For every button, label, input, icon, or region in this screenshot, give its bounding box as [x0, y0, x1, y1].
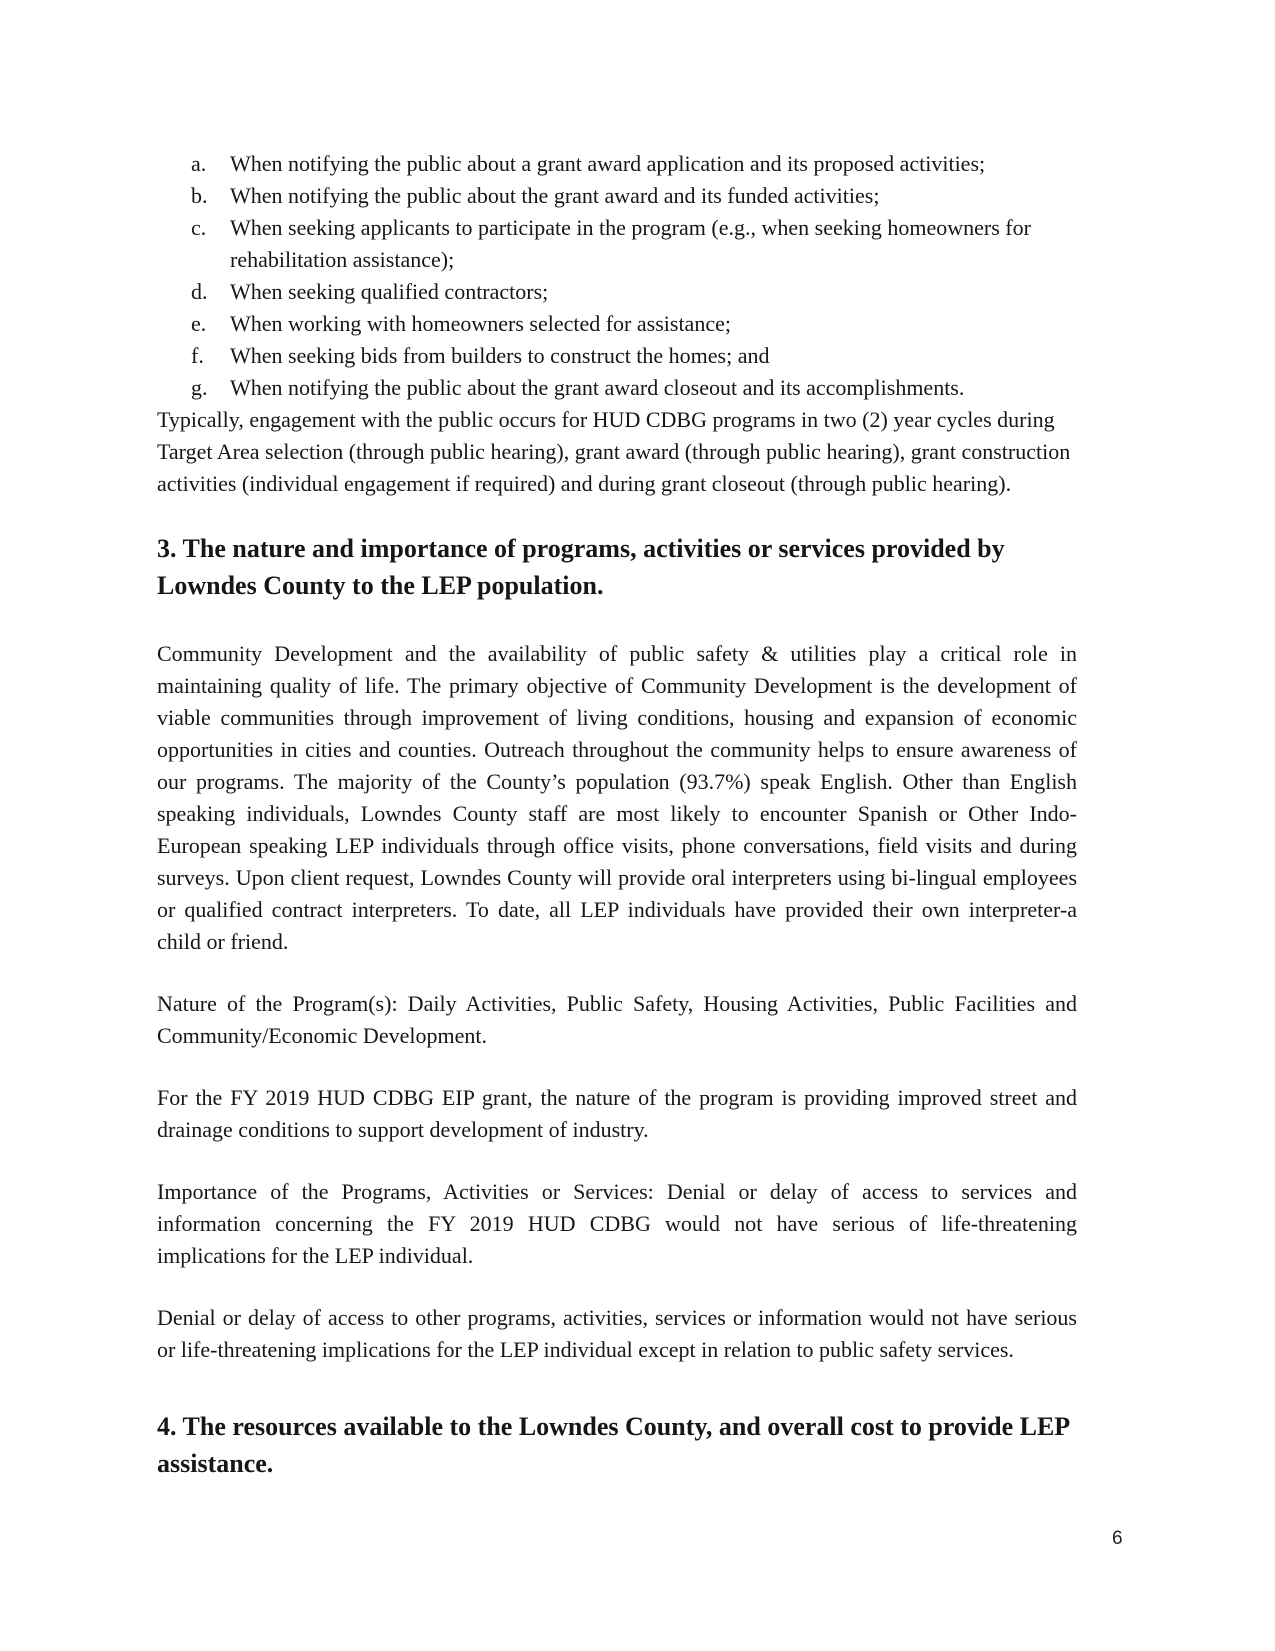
paragraph-denial-other-programs: Denial or delay of access to other programs, activities, services or information would not have serious or life-threatening implications for the LEP individual except in relation to public safety services. [157, 1305, 1077, 1362]
list-marker: e. [191, 311, 207, 336]
paragraph-engagement-cycles: Typically, engagement with the public occurs for HUD CDBG programs in two (2) year cycles during Target Area selection (through public hearing), grant award (through public hearing), grant construction activities (individual engagement if required) and during grant closeout (through public hearing). [157, 407, 1071, 496]
list-item-text: When notifying the public about the grant award closeout and its accomplishments. [230, 375, 965, 400]
list-item [157, 212, 1077, 276]
list-marker: a. [191, 151, 207, 176]
list-item [157, 148, 1077, 180]
list-item [157, 372, 1077, 404]
list-marker: b. [191, 183, 208, 208]
list-item-text: When seeking applicants to participate in the program (e.g., when seeking homeowners for rehabilitation assistance); [230, 215, 1031, 272]
document-page [157, 148, 1077, 1482]
paragraph-fy2019-grant: For the FY 2019 HUD CDBG EIP grant, the nature of the program is providing improved street and drainage conditions to support development of industry. [157, 1085, 1077, 1142]
list-marker: c. [191, 215, 207, 240]
list-item-text: When notifying the public about the grant award and its funded activities; [230, 183, 880, 208]
list-item [157, 180, 1077, 212]
heading-section-3: 3. The nature and importance of programs, activities or services provided by Lowndes County to the LEP population. [157, 534, 1005, 600]
list-item-text: When seeking qualified contractors; [230, 279, 549, 304]
page-number: 6 [1112, 1528, 1123, 1549]
list-marker: g. [191, 375, 208, 400]
list-marker: f. [191, 343, 204, 368]
heading-section-4: 4. The resources available to the Lowndes County, and overall cost to provide LEP assistance. [157, 1412, 1069, 1478]
list-item [157, 276, 1077, 308]
list-item-text: When notifying the public about a grant award application and its proposed activities; [230, 151, 986, 176]
list-item-text: When working with homeowners selected for assistance; [230, 311, 731, 336]
list-marker: d. [191, 279, 208, 304]
paragraph-community-development: Community Development and the availability of public safety & utilities play a critical role in maintaining quality of life. The primary objective of Community Development is the development of viable communities through improvement of living conditions, housing and expansion of economic opportunities in cities and counties. Outreach throughout the community helps to ensure awareness of our programs. The majority of the County’s population (93.7%) speak English. Other than English speaking individuals, Lowndes County staff are most likely to encounter Spanish or Other Indo-European speaking LEP individuals through office visits, phone conversations, field visits and during surveys. Upon client request, Lowndes County will provide oral interpreters using bi-lingual employees or qualified contract interpreters. To date, all LEP individuals have provided their own interpreter-a child or friend. [157, 641, 1077, 954]
list-item [157, 340, 1077, 372]
paragraph-importance-of-services: Importance of the Programs, Activities or Services: Denial or delay of access to services and information concerning the FY 2019 HUD CDBG would not have serious of life-threatening implications for the LEP individual. [157, 1179, 1077, 1268]
public-engagement-list [157, 148, 1077, 404]
paragraph-nature-of-programs: Nature of the Program(s): Daily Activities, Public Safety, Housing Activities, Public Facilities and Community/Economic Development. [157, 991, 1077, 1048]
list-item-text: When seeking bids from builders to construct the homes; and [230, 343, 770, 368]
list-item [157, 308, 1077, 340]
